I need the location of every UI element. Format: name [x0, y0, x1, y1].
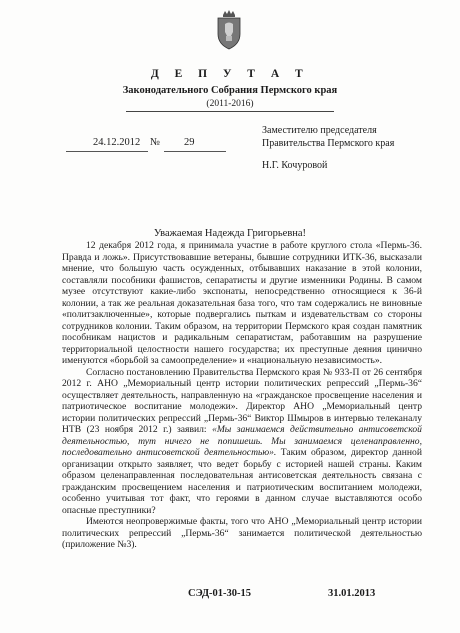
director-quote: «Мы занимаемся действительно антисоветской деятельностью, тут ничего не попишешь. Мы занимаемся целенаправленно, последовательно антисоветской деятельностью». [62, 424, 422, 458]
document-code: СЭД-01-30-15 [188, 588, 252, 599]
addressee-position: Заместителю председателя Правительства Пермского края [262, 125, 395, 149]
registration-date: 24.12.2012 [93, 137, 141, 148]
registration-number-underline [164, 151, 226, 152]
salutation: Уважаемая Надежда Григорьевна! [153, 228, 307, 239]
letterhead-divider [126, 111, 334, 112]
registration-number-label: № [150, 137, 161, 148]
paragraph-2-text-before-quote: Согласно постановлению Правительства Пермского края № 933-П от 26 сентября 2012 г. АНО „Мемориальный центр истории политических репрессий „Пермь-36“ осуществляет деятельность, направленную на «гражданское просвещение населения и патриотическое воспитание молодежи». Директор АНО „Мемориальный центр истории политических репрессий „Пермь-36“ Виктор Шмыров в интервью телеканалу НТВ (23 ноября 2012 г.) заявил: [62, 366, 422, 435]
body-paragraph-1: 12 декабря 2012 года, я принимала участие в работе круглого стола «Пермь-36. Правда и ложь». Присутствовавшие ветераны, бывшие сотрудники ИТК-36, высказали мнение, что большую часть осужденных, отбывавших наказание в этой колонии, составляли пособники фашистов, сепаратисты и другие изменники Родины. В самом музее отсутствуют какие-либо экспонаты, непосредственно относящиеся к 36-й колонии, а так же реальная доказательная база того, что там содержались не виновные «политзаключенные», которые подвергались пыткам и издевательствам со стороны сотрудников колонии. Таким образом, на территории Пермского края создан памятник пособникам нацистов и радикальным сепаратистам, работавшим на разрушение территориальной целостности нашего государства; их преступные деяния цинично именуются «борьбой за самоопределение» и «национальную независимость». [62, 240, 422, 366]
document-date: 31.01.2013 [328, 588, 376, 599]
addressee-name: Н.Г. Кочуровой [262, 160, 328, 171]
paragraph-2-text-after-quote: Таким образом, директор данной организации открыто заявляет, что ведет борьбу с историей нашей страны. Каким образом целенаправленная последовательная антисоветская деятельность связана с гражданским просвещением населения и патриотическим воспитанием молодежи, особенно учитывая тот факт, что героями в данном случае выставляются особо опасные преступники? [62, 447, 422, 516]
body-paragraph-3: Имеются неопровержимые факты, того что АНО „Мемориальный центр истории политических репрессий „Пермь-36“ занимается политической деятельностью (приложение №3). [62, 516, 422, 550]
body-paragraph-2 [62, 367, 422, 517]
letterhead-organization: Законодательного Собрания Пермского края [122, 85, 338, 96]
letterhead-term: (2011-2016) [206, 99, 254, 109]
registration-date-underline [66, 151, 148, 152]
letterhead-title: Д Е П У Т А Т [150, 68, 310, 80]
letter-body [62, 240, 422, 551]
perm-krai-coat-of-arms-icon [214, 10, 244, 50]
registration-number: 29 [184, 137, 195, 148]
